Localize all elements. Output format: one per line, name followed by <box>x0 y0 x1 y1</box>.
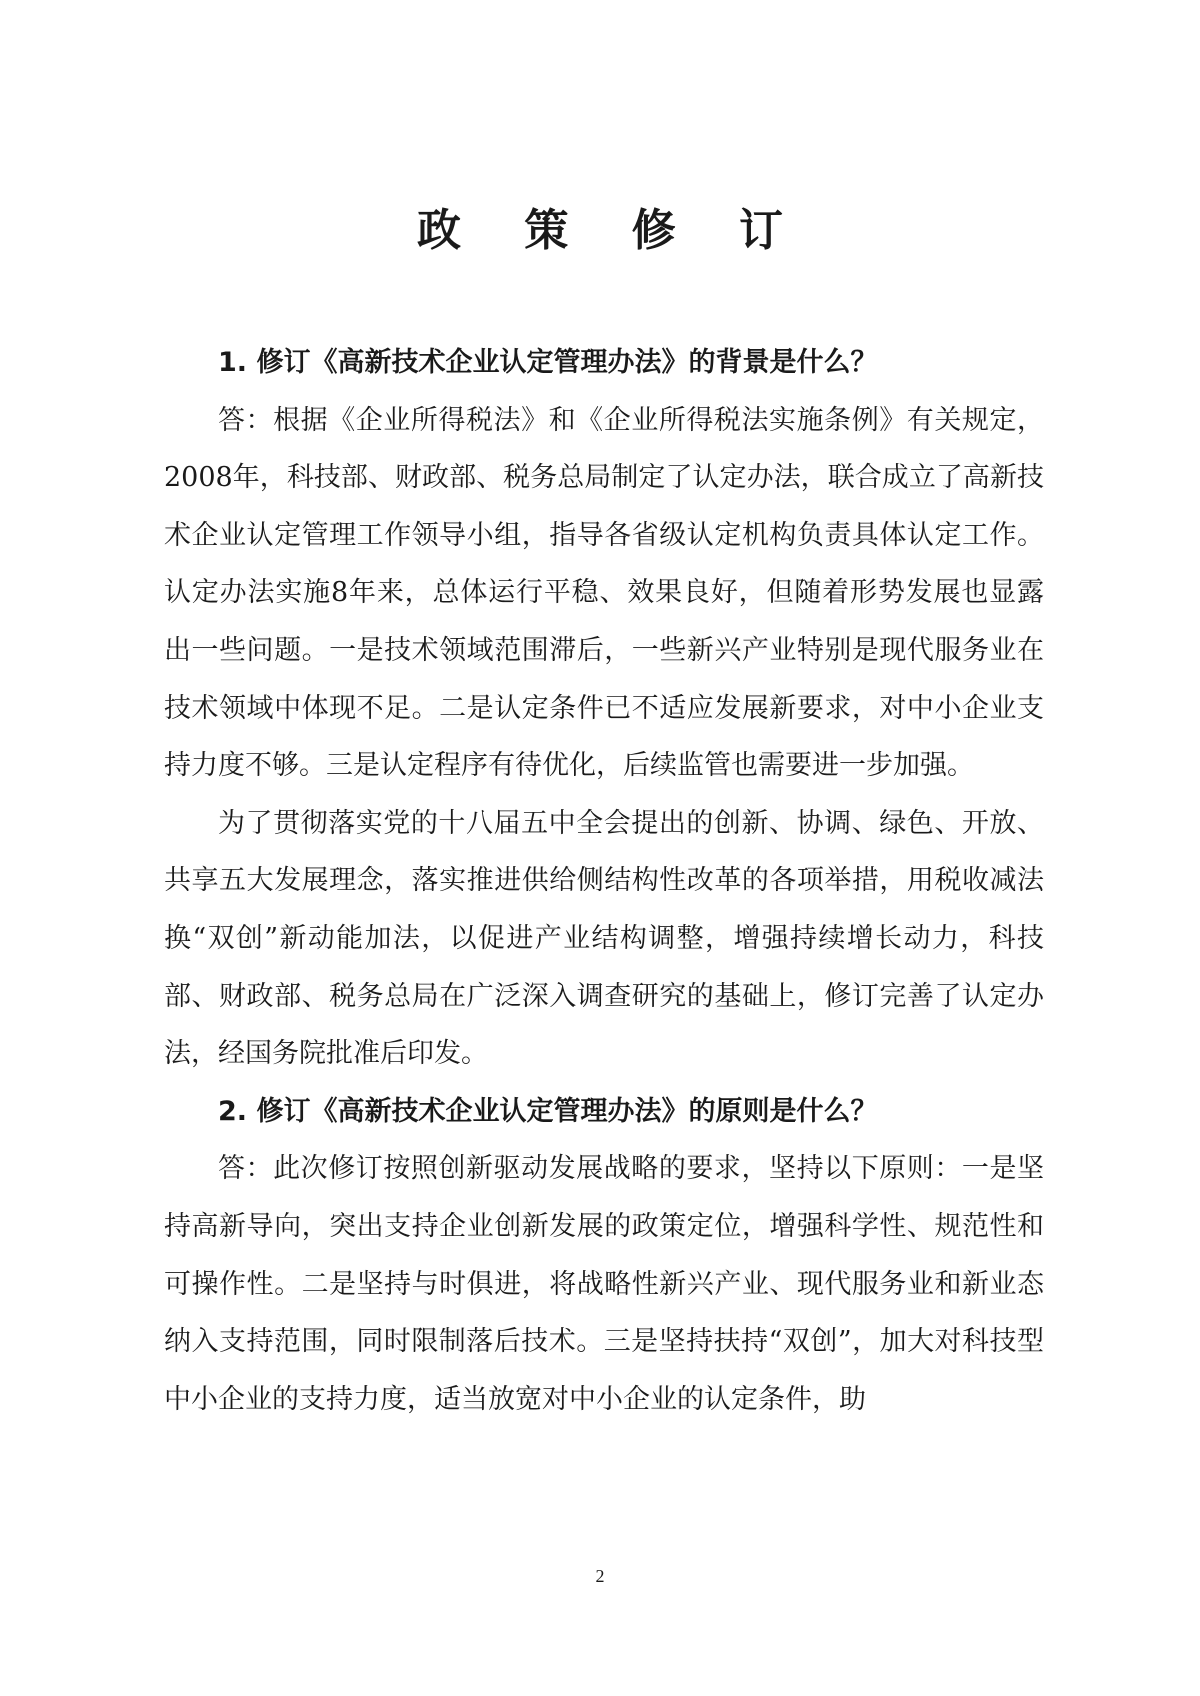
question-heading: 1. 修订《高新技术企业认定管理办法》的背景是什么？ <box>218 347 878 378</box>
answer-paragraph: 为了贯彻落实党的十八届五中全会提出的创新、协调、绿色、开放、共享五大发展理念，落实推进供给侧结构性改革的各项举措，用税收减法换“双创”新动能加法，以促进产业结构调整，增强持续增长动力，科技部、财政部、税务总局在广泛深入调查研究的基础上，修订完善了认定办法，经国务院批准后印发。 <box>164 807 1044 1070</box>
answer-paragraph: 答：根据《企业所得税法》和《企业所得税法实施条例》有关规定，2008年，科技部、财政部、税务总局制定了认定办法，联合成立了高新技术企业认定管理工作领导小组，指导各省级认定机构负责具体认定工作。认定办法实施8年来，总体运行平稳、效果良好，但随着形势发展也显露出一些问题。一是技术领域范围滞后，一些新兴产业特别是现代服务业在技术领域中体现不足。二是认定条件已不适应发展新要求，对中小企业支持力度不够。三是认定程序有待优化，后续监管也需要进一步加强。 <box>164 404 1044 782</box>
document-body <box>164 334 1044 1428</box>
answer-paragraph: 答：此次修订按照创新驱动发展战略的要求，坚持以下原则：一是坚持高新导向，突出支持企业创新发展的政策定位，增强科学性、规范性和可操作性。二是坚持与时俱进，将战略性新兴产业、现代服务业和新业态纳入支持范围，同时限制落后技术。三是坚持扶持“双创”，加大对科技型中小企业的支持力度，适当放宽对中小企业的认定条件，助 <box>164 1153 1044 1415</box>
page-number: 2 <box>595 1566 605 1586</box>
question-heading: 2. 修订《高新技术企业认定管理办法》的原则是什么？ <box>218 1095 878 1127</box>
page-title: 政 策 修 订 <box>417 205 807 256</box>
